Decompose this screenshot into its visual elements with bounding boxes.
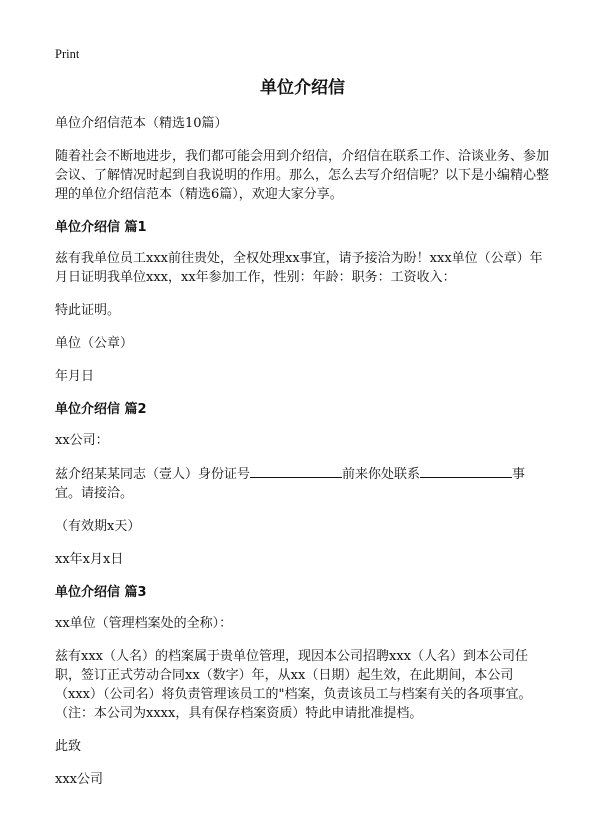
- section-1-body: 兹有我单位员工xxx前往贵处，全权处理xx事宜，请予接洽为盼！xxx单位（公章）年月日证明我单位xxx，xx年参加工作，性别：年龄：职务：工资收入：: [55, 251, 543, 285]
- section-2-body-part1: 兹介绍某某同志（壹人）身份证号: [55, 467, 251, 482]
- section-1-line4: 年月日: [55, 369, 95, 384]
- section-3-body: 兹有xxx（人名）的档案属于贵单位管理，现因本公司招聘xxx（人名）到本公司任职，签订正式劳动合同xx（数字）年，从xx（日期）起生效，在此期间，本公司（xxx）（公司名）将负责管理该员工的"档案，负责该员工与档案有关的各项事宜。（注：本公司为xxxx，具有保存档案资质）特此申请批准提档。: [55, 649, 532, 721]
- section-3-heading: 单位介绍信 篇3: [55, 585, 147, 600]
- section-3-salutation: xx单位（管理档案处的全称）：: [55, 616, 233, 631]
- section-2-body-part3: 事宜。请接洽。: [55, 467, 526, 501]
- section-1-line2: 特此证明。: [55, 303, 121, 318]
- section-3-company: xxx公司: [55, 772, 103, 787]
- intro-paragraph: 随着社会不断地进步，我们都可能会用到介绍信，介绍信在联系工作、洽谈业务、参加会议、了解情况时起到自我说明的作用。那么，怎么去写介绍信呢？以下是小编精心整理的单位介绍信范本（精选6篇），欢迎大家分享。: [55, 149, 550, 202]
- section-2-date: xx年x月x日: [55, 552, 124, 567]
- section-2-salutation: xx公司：: [55, 433, 109, 448]
- matter-blank: [420, 464, 512, 478]
- section-2-validity: （有效期x天）: [55, 519, 141, 534]
- section-1-heading: 单位介绍信 篇1: [55, 220, 147, 235]
- section-2-body: [55, 464, 550, 503]
- page-title: 单位介绍信: [260, 78, 345, 98]
- subtitle: 单位介绍信范本（精选10篇）: [55, 116, 228, 131]
- section-2-heading: 单位介绍信 篇2: [55, 402, 147, 417]
- id-number-blank: [250, 464, 342, 478]
- print-label: Print: [55, 47, 80, 61]
- section-1-line3: 单位（公章）: [55, 336, 134, 351]
- section-3-closing: 此致: [55, 739, 82, 754]
- section-2-body-part2: 前来你处联系: [342, 467, 421, 482]
